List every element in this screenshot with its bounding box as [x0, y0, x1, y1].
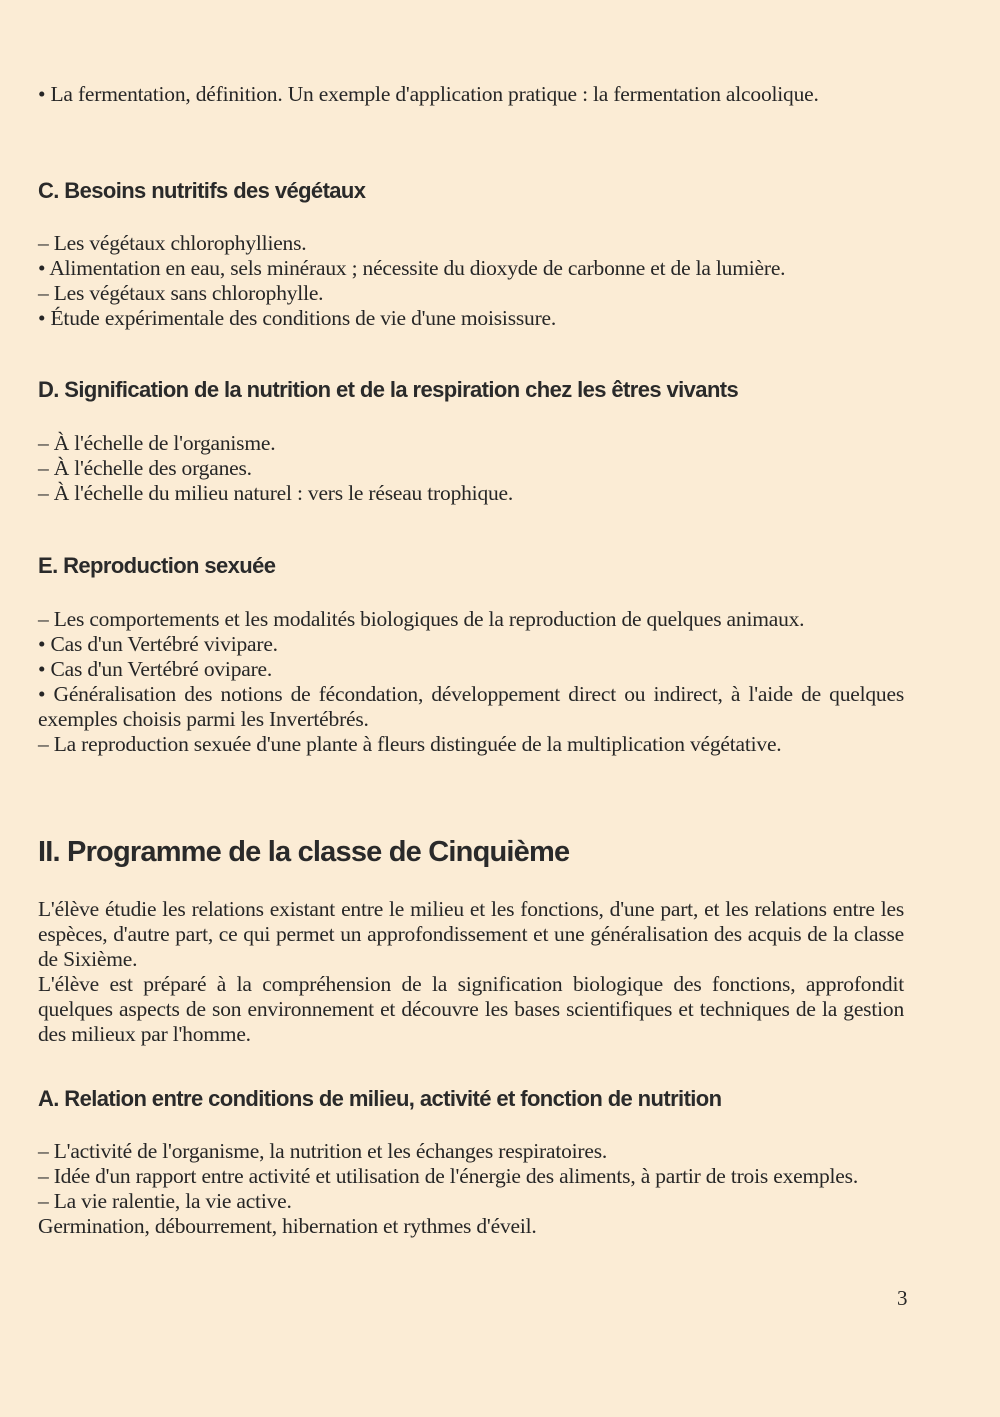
part-two-heading: II. Programme de la classe de Cinquième — [38, 836, 570, 868]
fermentation-paragraph: • La fermentation, définition. Un exemple d'application pratique : la fermentation alcoolique. — [38, 82, 819, 106]
list-item: – La reproduction sexuée d'une plante à fleurs distinguée de la multiplication végétative. — [38, 732, 782, 756]
list-item: – L'activité de l'organisme, la nutrition et les échanges respiratoires. — [38, 1139, 608, 1163]
part-two-intro — [38, 897, 904, 1047]
section-d-heading: D. Signification de la nutrition et de la respiration chez les êtres vivants — [38, 377, 739, 402]
list-item: – À l'échelle du milieu naturel : vers le réseau trophique. — [38, 481, 514, 505]
list-item: – À l'échelle de l'organisme. — [38, 431, 276, 455]
intro-paragraph: L'élève étudie les relations existant entre le milieu et les fonctions, d'une part, et les relations entre les espèces, d'autre part, ce qui permet un approfondissement et une généralisation des acquis de la classe de Sixième. — [38, 897, 904, 971]
list-item: – Idée d'un rapport entre activité et utilisation de l'énergie des aliments, à partir de trois exemples. — [38, 1164, 858, 1188]
section-a-list — [38, 1139, 904, 1239]
section-d-list — [38, 431, 904, 506]
list-item: • Étude expérimentale des conditions de vie d'une moisissure. — [38, 306, 557, 330]
list-item: • Cas d'un Vertébré vivipare. — [38, 632, 278, 656]
list-item: – Les végétaux sans chlorophylle. — [38, 281, 324, 305]
list-item: • Cas d'un Vertébré ovipare. — [38, 657, 273, 681]
list-item: Germination, débourrement, hibernation et rythmes d'éveil. — [38, 1214, 537, 1238]
list-item: – À l'échelle des organes. — [38, 456, 252, 480]
list-item: – Les comportements et les modalités biologiques de la reproduction de quelques animaux. — [38, 607, 805, 631]
page-number: 3 — [897, 1286, 908, 1310]
section-c-list — [38, 231, 904, 331]
list-item: • Généralisation des notions de fécondation, développement direct ou indirect, à l'aide de quelques exemples choisis parmi les Invertébrés. — [38, 682, 904, 731]
list-item: • Alimentation en eau, sels minéraux ; nécessite du dioxyde de carbonne et de la lumière. — [38, 256, 786, 280]
list-item: – La vie ralentie, la vie active. — [38, 1189, 292, 1213]
section-a-heading: A. Relation entre conditions de milieu, activité et fonction de nutrition — [38, 1086, 722, 1111]
section-e-list — [38, 607, 904, 757]
section-e-heading: E. Reproduction sexuée — [38, 553, 276, 578]
section-c-heading: C. Besoins nutritifs des végétaux — [38, 178, 366, 203]
intro-paragraph: L'élève est préparé à la compréhension de la signification biologique des fonctions, approfondit quelques aspects de son environnement et découvre les bases scientifiques et techniques de la gestion des milieux par l'homme. — [38, 972, 904, 1046]
list-item: – Les végétaux chlorophylliens. — [38, 231, 307, 255]
